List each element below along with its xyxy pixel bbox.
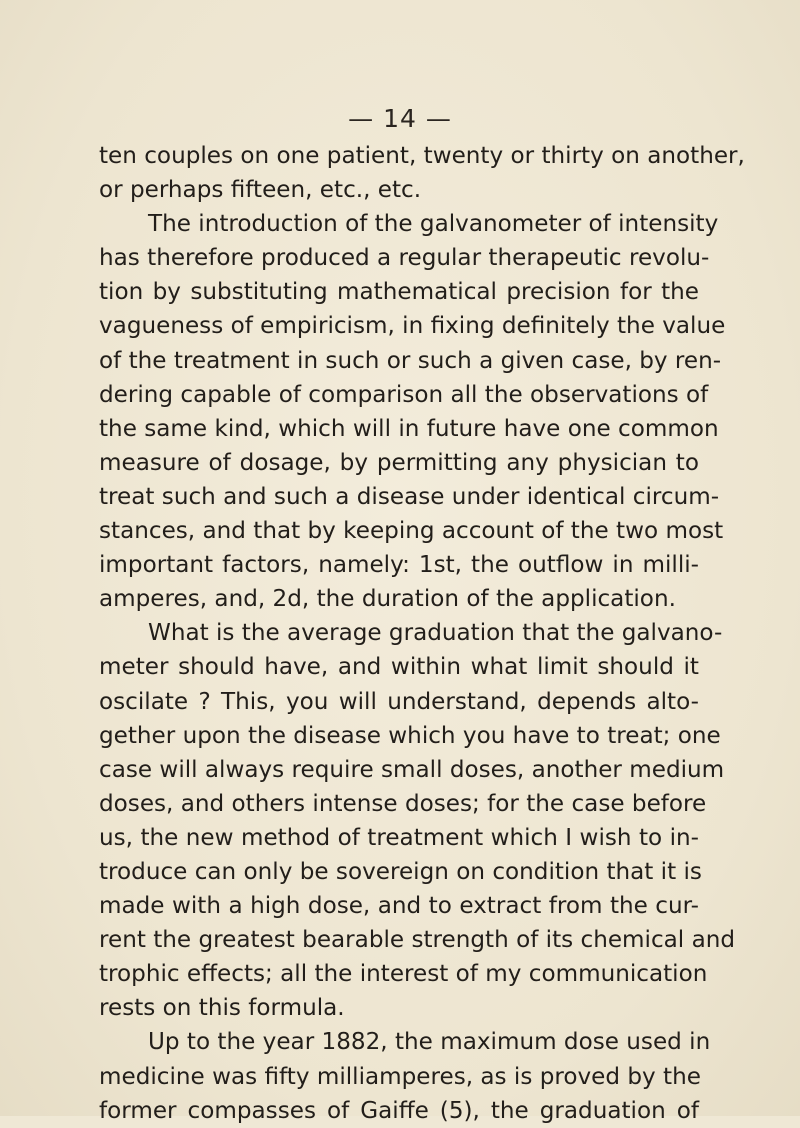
text-line: vagueness of empiricism, in fixing definitely the value [99,313,726,340]
text-line: important factors, namely: 1st, the outflow in milli- [99,552,699,579]
text-line: has therefore produced a regular therapeutic revolu- [99,245,710,272]
text-line: tion by substituting mathematical precision for the [99,279,699,306]
text-line: rests on this formula. [99,995,345,1022]
page-number: — 14 — [348,104,452,133]
text-line: treat such and such a disease under identical circum- [99,483,720,510]
text-line: meter should have, and within what limit should it [99,654,699,681]
text-line: amperes, and, 2d, the duration of the application. [99,586,676,613]
text-line: measure of dosage, by permitting any physician to [99,449,699,476]
text-line: oscilate ? This, you will understand, depends alto- [99,688,699,715]
text-line: rent the greatest bearable strength of its chemical and [99,927,736,954]
text-line: made with a high dose, and to extract from the cur- [99,893,699,920]
text-line: former compasses of Gaiffe (5), the graduation of [99,1097,699,1124]
text-line: The introduction of the galvanometer of intensity [148,211,719,238]
text-line: gether upon the disease which you have to treat; one [99,722,721,749]
text-line: Up to the year 1882, the maximum dose used in [148,1029,711,1056]
text-line: troduce can only be sovereign on condition that it is [99,858,702,885]
text-line: the same kind, which will in future have one common [99,415,719,442]
text-line: of the treatment in such or such a given case, by ren- [99,347,722,374]
text-line: ten couples on one patient, twenty or thirty on another, [99,143,745,169]
text-line: or perhaps fifteen, etc., etc. [99,177,422,204]
text-line: stances, and that by keeping account of the two most [99,518,724,545]
text-line: medicine was fifty milliamperes, as is proved by the [99,1063,701,1090]
text-line: case will always require small doses, another medium [99,756,725,783]
body-text [99,139,745,1128]
text-line: doses, and others intense doses; for the case before [99,790,707,817]
text-line: us, the new method of treatment which I wish to in- [99,824,699,851]
text-line: What is the average graduation that the galvano- [148,620,723,647]
text-line: trophic effects; all the interest of my communication [99,961,708,988]
text-line: dering capable of comparison all the observations of [99,381,709,408]
